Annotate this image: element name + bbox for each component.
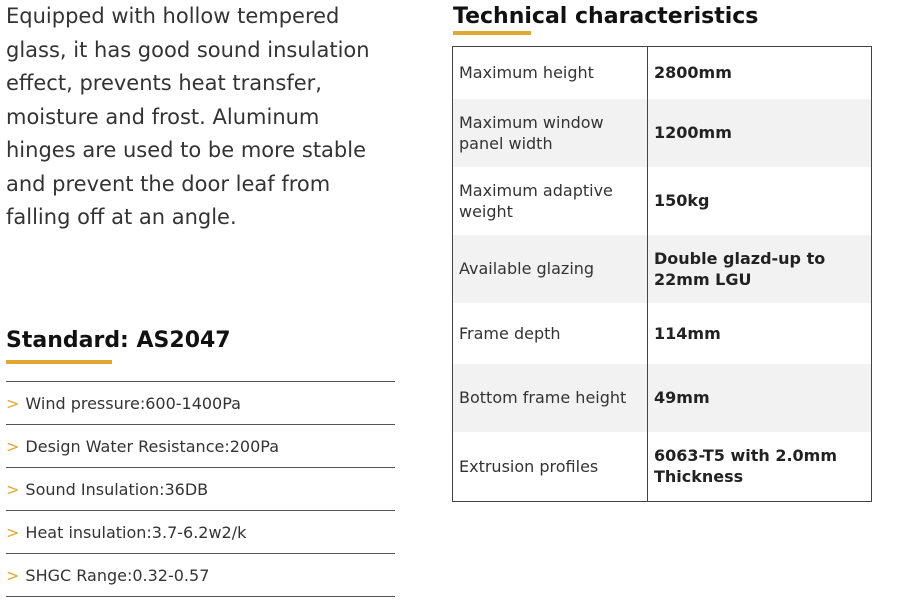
table-label: Extrusion profiles [453,432,648,502]
standard-title-underline [6,360,112,364]
technical-title: Technical characteristics [453,4,759,29]
intro-paragraph: Equipped with hollow tempered glass, it has good sound insulation effect, prevents heat transfer, moisture and frost. Aluminum hinges are used to be more stable and prevent the door leaf from falling off at an angle. [6,4,370,229]
table-row [453,364,872,432]
standard-item [6,554,395,597]
table-label: Bottom frame height [453,364,648,432]
standard-title: Standard: AS2047 [6,328,231,353]
standard-item-text: Wind pressure:600-1400Pa [25,393,241,413]
table-row [453,47,872,99]
table-label: Maximum height [453,47,648,99]
standard-list [6,381,395,597]
chevron-right-icon: > [6,393,20,413]
table-value: 49mm [648,364,872,432]
table-row [453,432,872,502]
chevron-right-icon: > [6,522,20,542]
table-row [453,235,872,303]
table-label: Available glazing [453,235,648,303]
table-value: 114mm [654,323,721,343]
standard-item-text: Design Water Resistance:200Pa [25,436,279,456]
technical-title-underline [453,31,531,35]
chevron-right-icon: > [6,479,20,499]
table-row [453,167,872,235]
table-row [453,303,872,364]
table-row [453,99,872,167]
standard-item-text: Heat insulation:3.7-6.2w2/k [25,522,247,542]
table-value: 2800mm [654,63,732,83]
table-label: Frame depth [453,303,648,364]
standard-item [6,382,395,425]
standard-item [6,425,395,468]
table-value: 150kg [654,191,710,210]
standard-item [6,511,395,554]
chevron-right-icon: > [6,565,20,585]
standard-item [6,468,395,511]
table-label: Maximum adaptive weight [453,167,648,235]
table-value: Double glazd-up to 22mm LGU [648,235,872,303]
table-label: Maximum window panel width [453,99,648,167]
standard-item-text: Sound Insulation:36DB [25,479,209,499]
technical-table [452,46,872,502]
chevron-right-icon: > [6,436,20,456]
standard-item-text: SHGC Range:0.32-0.57 [25,565,210,585]
table-value: 1200mm [648,99,872,167]
table-value: 6063-T5 with 2.0mm Thickness [654,446,837,487]
